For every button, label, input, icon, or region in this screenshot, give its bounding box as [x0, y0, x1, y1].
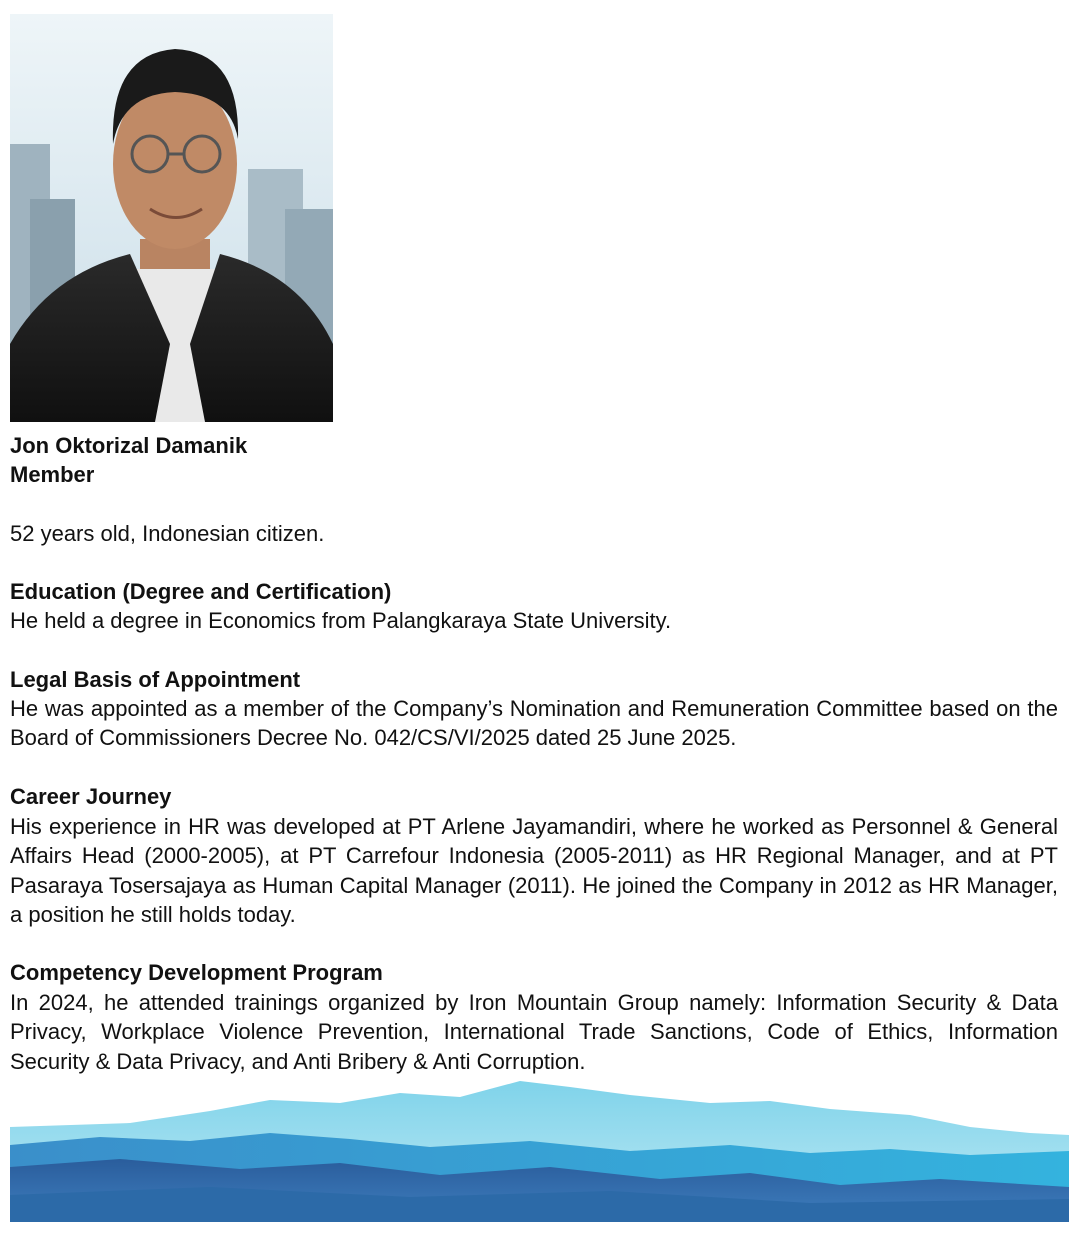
person-name: Jon Oktorizal Damanik	[10, 433, 248, 458]
education-heading: Education (Degree and Certification)	[10, 579, 392, 604]
profile-photo	[10, 14, 333, 422]
legal-basis-heading: Legal Basis of Appointment	[10, 667, 301, 692]
career-journey-text: His experience in HR was developed at PT Arlene Jayamandiri, where he worked as Personnel & General Affairs Head (2000-2005), at PT Carrefour Indonesia (2005-2011) as HR Regional Manager, and at PT Pasaraya Tosersajaya as Human Capital Manager (2011). He joined the Company in 2012 as HR Manager, a position he still holds today.	[10, 814, 1058, 927]
person-role: Member	[10, 462, 95, 487]
age-citizenship: 52 years old, Indonesian citizen.	[10, 521, 325, 546]
competency-text: In 2024, he attended trainings organized by Iron Mountain Group namely: Information Security & Data Privacy, Workplace Violence Prevention, International Trade Sanctions, Code of Ethics, Information Security & Data Privacy, and Anti Bribery & Anti Corruption.	[10, 990, 1058, 1074]
legal-basis-text: He was appointed as a member of the Company’s Nomination and Remuneration Committee based on the Board of Commissioners Decree No. 042/CS/VI/2025 dated 25 June 2025.	[10, 696, 1058, 751]
competency-heading: Competency Development Program	[10, 960, 383, 985]
mountain-banner	[10, 1075, 1069, 1222]
career-journey-heading: Career Journey	[10, 784, 172, 809]
education-text: He held a degree in Economics from Palangkaraya State University.	[10, 608, 672, 633]
